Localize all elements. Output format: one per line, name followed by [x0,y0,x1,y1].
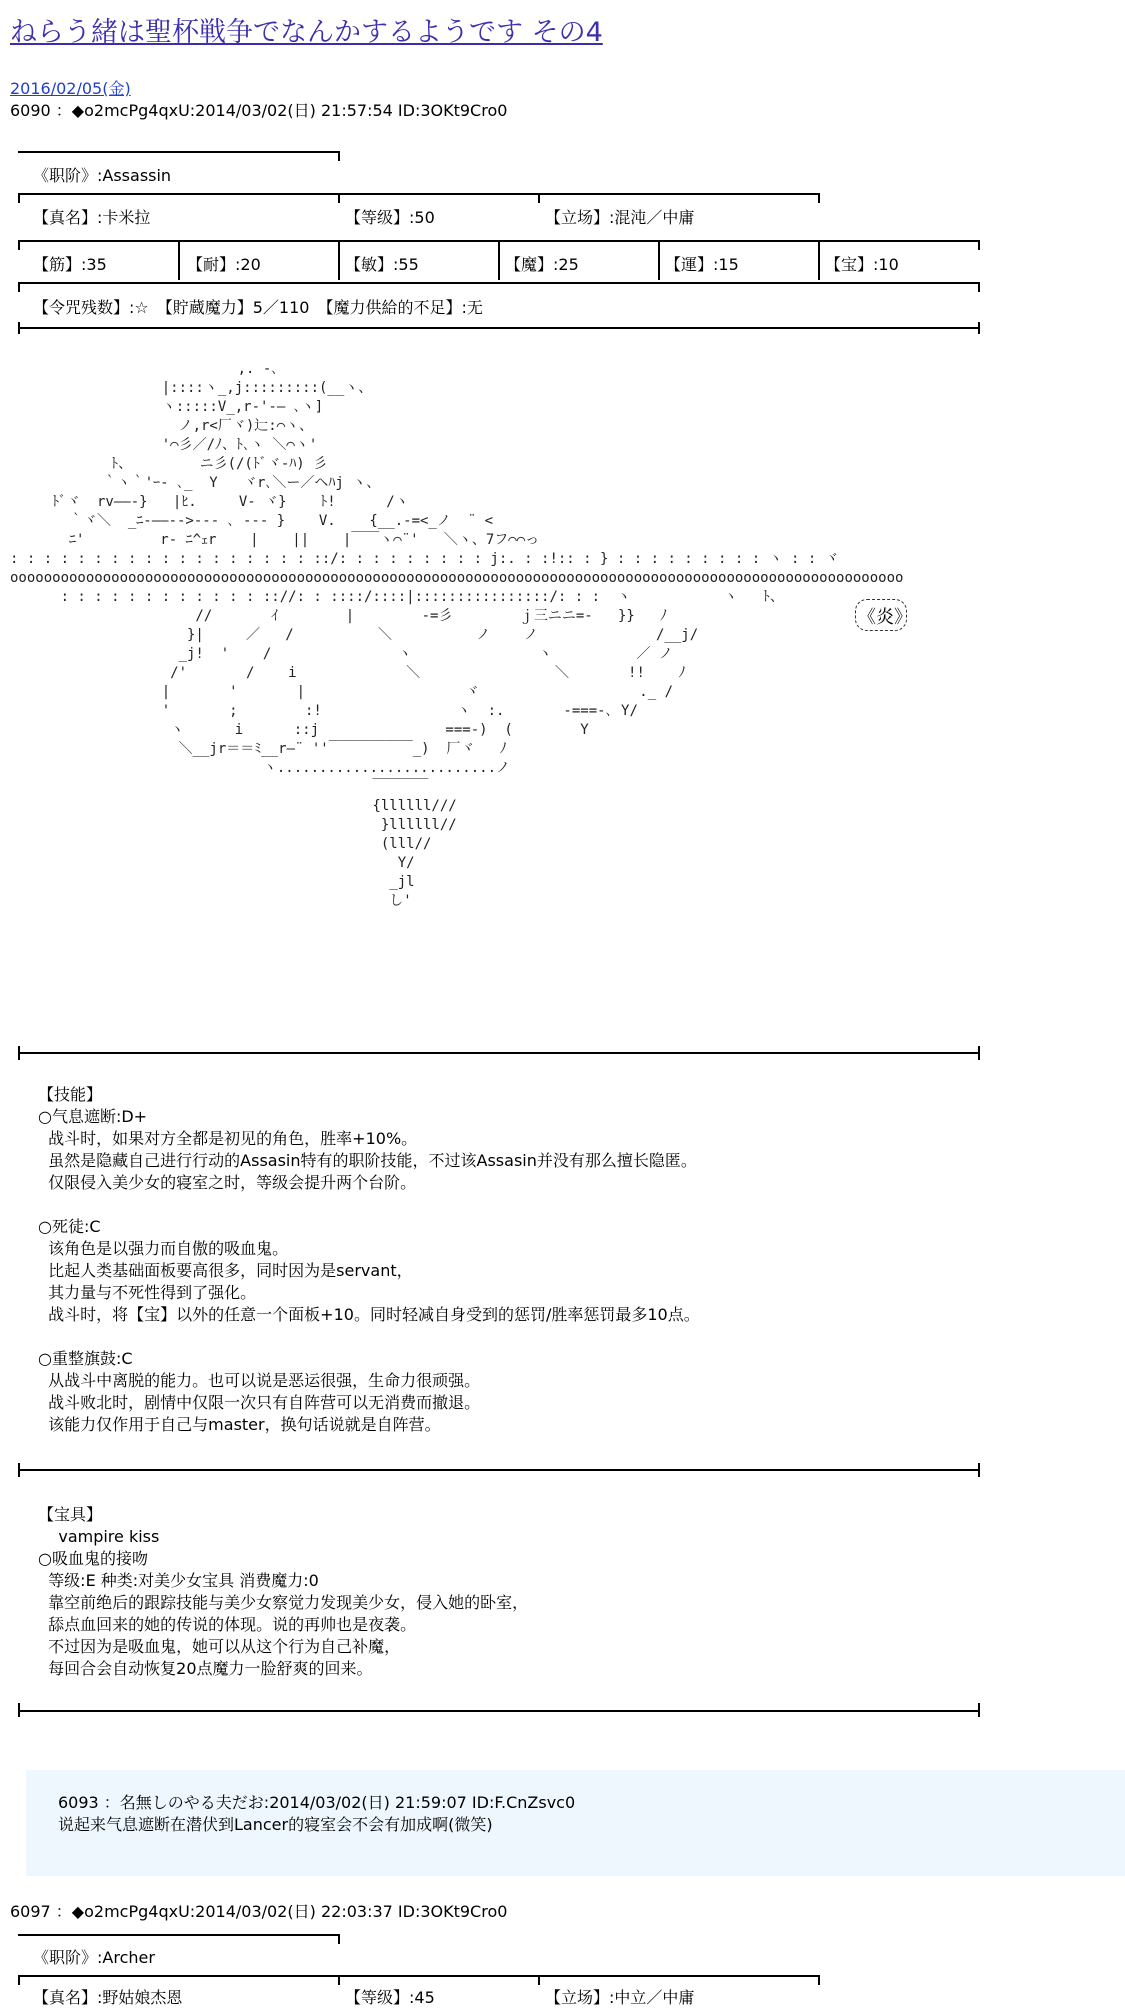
np-line: 每回合会自动恢复20点魔力一脸舒爽的回来。 [48,1659,373,1678]
divider [818,1975,820,1985]
divider [18,151,340,153]
skill-name: ○气息遮断:D+ [38,1107,148,1126]
skill-line: 比起人类基础面板要高很多，同时因为是servant， [48,1261,413,1280]
divider [18,1703,20,1717]
aa-line: ,. -､ [10,361,279,377]
skill-line: 仅限侵入美少女的寝室之时，等级会提升两个台阶。 [48,1173,417,1192]
aa-line: ヽ..........................ノ [10,760,511,776]
stat-level-2: 【等级】:45 [345,1988,435,2007]
np-en-name: vampire kiss [58,1527,160,1546]
divider [18,240,20,250]
post-header-2: 6097 ：◆o2mcPg4qxU:2014/03/02(日) 22:03:37 ID:3OKt9Cro0 [10,1902,508,1921]
aa-line: |::::ヽ_,j:::::::::(__ヽ、 [10,380,373,396]
divider [538,1975,540,1985]
divider [178,240,180,280]
skill-line: 虽然是隐藏自己进行行动的Assasin特有的职阶技能，不过该Assasin并没有那么擅长隐匿。 [48,1151,697,1170]
divider [18,1046,20,1060]
aa-line: '⌒彡／/ﾉ、ﾄ､ヽ ＼⌒ヽ' [10,437,318,453]
reply-body: 说起来气息遮断在潜伏到Lancer的寝室会不会有加成啊(微笑) [58,1815,493,1834]
stat-str: 【筋】:35 [33,255,107,274]
skill-line: 其力量与不死性得到了强化。 [48,1283,257,1302]
aa-line: {llllll/// [10,798,457,814]
divider [18,1975,820,1977]
divider [18,193,820,195]
aa-line: | ' | ヾ ._ / [10,684,674,700]
aa-line: し' [10,893,412,909]
skill-name: ○重整旗鼓:C [38,1349,133,1368]
divider [538,193,540,203]
skill-line: 战斗时，将【宝】以外的任意一个面板+10。同时轻减自身受到的惩罚/胜率惩罚最多10点。 [48,1305,700,1324]
divider [338,1934,340,1944]
np-line: 不过因为是吸血鬼，她可以从这个行为自己补魔， [48,1637,401,1656]
aa-line: ﾄ、 ニ彡(/(ﾄﾞヾ‐ﾊ) 彡 [10,456,328,472]
divider [18,1469,980,1471]
aa-line: // ｲ | -=彡 ｊ三ニニ=- }} ﾉ [10,608,668,624]
skill-line: 从战斗中离脱的能力。也可以说是恶运很强，生命力很顽强。 [48,1371,481,1390]
stat-end: 【耐】:20 [187,255,261,274]
np-line: 等级:E 种类:对美少女宝具 消费魔力:0 [48,1571,319,1590]
ascii-art [10,360,903,911]
post-header: 6090 ：◆o2mcPg4qxU:2014/03/02(日) 21:57:54 ID:3OKt9Cro0 [10,101,508,120]
aa-line: _j! ' / ヽ ヽ ／ ノ [10,646,673,662]
divider [498,240,500,280]
divider [338,1975,340,1985]
divider [18,327,980,329]
stat-alignment-2: 【立场】:中立／中庸 [545,1988,695,2007]
divider [18,282,980,284]
divider [18,1934,340,1936]
flame-label: 《炎》 [858,607,912,628]
np-header: 【宝具】 [38,1505,103,1524]
reply-header: 6093 ：名無しのやる夫だお:2014/03/02(日) 21:59:07 ID:F.CnZsvc0 [58,1793,576,1812]
divider [18,1463,20,1477]
stat-alignment: 【立场】:混沌／中庸 [545,208,695,227]
divider [978,1703,980,1717]
skill-line: 战斗败北时，剧情中仅限一次只有自阵营可以无消费而撤退。 [48,1393,481,1412]
skill-line: 战斗时，如果对方全都是初见的角色，胜率+10%。 [48,1129,418,1148]
np-line: 舔点血回来的她的传说的体现。说的再帅也是夜袭。 [48,1615,417,1634]
aa-line: ＼__jr＝＝ﾐ__r―¨ ''￣￣￣￣￣￣_) 厂ヾ ﾉ [10,741,507,757]
skill-line: 该能力仅作用于自己与master，换句话说就是自阵营。 [48,1415,441,1434]
aa-line: ｀ヽ｀'ｰ- ､_ Y ヾr､＼ー／ヘﾊj ヽ、 [10,475,381,491]
divider [338,240,340,280]
divider [978,1463,980,1477]
stat-level: 【等级】:50 [345,208,435,227]
stat-class: 《职阶》:Assassin [33,166,172,185]
aa-line: ヽ:::::V_,r‐'‐― ､ヽ] [10,399,324,415]
stat-true-name-2: 【真名】:野姑娘杰恩 [33,1988,183,2007]
stat-luck: 【運】:15 [665,255,739,274]
aa-line: ノ,r<厂ヾ)辷:⌒ヽ、 [10,418,314,434]
np-section [38,1504,528,1680]
divider [978,322,980,334]
skills-section [38,1084,700,1436]
aa-line: ｀ヾ＼ _ﾆ-――‐‐>--- ､ --- } V. {__.-=<_ノ ¨ < [10,513,494,529]
divider [18,1710,980,1712]
stat-np: 【宝】:10 [825,255,899,274]
np-line: 靠空前绝后的跟踪技能与美少女察觉力发现美少女，侵入她的卧室， [48,1593,529,1612]
divider [18,1052,980,1054]
divider [18,193,20,203]
aa-line: }llllll// [10,817,457,833]
aa-line: ￣￣￣￣ [10,779,429,795]
aa-line: Y/ [10,855,415,871]
skills-header: 【技能】 [38,1085,103,1104]
divider [818,193,820,203]
page-title[interactable]: ねらう緒は聖杯戦争でなんかするようです その4 [10,17,603,48]
divider [818,240,820,280]
aa-line: ヽ i ::j ===-) ( Y [10,722,589,738]
divider [18,1975,20,1985]
divider [978,1046,980,1060]
skill-line: 该角色是以强力而自傲的吸血鬼。 [48,1239,289,1258]
divider [338,151,340,161]
stat-misc: 【令咒残数】:☆ 【貯蔵魔力】5／110 【魔力供給的不足】:无 [33,298,483,317]
divider [978,282,980,292]
aa-line: }| ／ / ＼ ノ ノ /__j/ [10,627,699,643]
aa-line: oooooooooooooooooooooooooooooooooooooooooooooooooooooooooooooooooooooooooooooooooooooooooooooooooooooooooo [10,570,904,586]
aa-line: : : : : : : : : : : : : :://: : ::::/::::|::::::::::::::::/: : : ヽ ヽ ﾄ、 [10,589,784,605]
divider [18,282,20,292]
aa-line: /' / i ＼ ＼ !! ﾉ [10,665,686,681]
aa-line: (lll// [10,836,432,852]
divider [978,240,980,250]
stat-class-2: 《职阶》:Archer [33,1948,155,1967]
aa-line: : : : : : : : : : : : : : : : : : : ::/: : : : : : : : : j:. : :!:: : } : : : : : : : : : ヽ : : ヾ [10,551,839,567]
aa-line: ﾆ' r‐ ﾆ^ｪr | || |￣￣ヽ⌒¨' ＼ヽ、7フ⌒⌒っ [10,532,540,548]
aa-line: ﾄﾞヾ rv――‐} |ﾋ. V‐ ヾ} ﾄ! /ヽ [10,494,409,510]
stat-true-name: 【真名】:卡米拉 [33,208,151,227]
aa-line: _jl [10,874,415,890]
divider [18,322,20,334]
stat-mag: 【魔】:25 [505,255,579,274]
skill-name: ○死徒:C [38,1217,101,1236]
divider [338,193,340,203]
stat-agi: 【敏】:55 [345,255,419,274]
aa-line: ' ; :! ヽ :. -===-､ Y/ [10,703,638,719]
np-name: ○吸血鬼的接吻 [38,1549,148,1568]
divider [658,240,660,280]
post-date-link[interactable]: 2016/02/05(金) [10,79,131,98]
